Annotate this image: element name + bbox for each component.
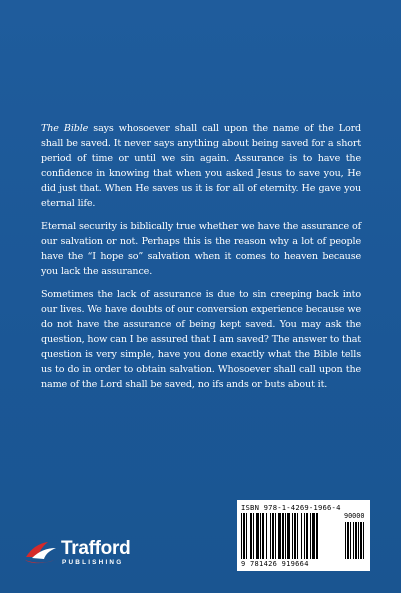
barcode-bar — [294, 513, 296, 559]
barcode-bar — [243, 513, 245, 559]
barcode-addon-bar — [347, 522, 349, 559]
barcode-bar — [253, 513, 254, 559]
isbn-label: ISBN 978-1-4269-1966-4 — [241, 503, 341, 512]
paragraph-3: Sometimes the lack of assurance is due to sin creeping back into our lives. We have doubts of our conversion experience because we do not have the assurance of being kept saved. You may ask the question, how can I be assured that I am saved? The answer to that question is very simple, have you done exactly what the Bible tells us to do in order to obtain salvation. Whosoever shall call upon the name of the Lord shall be saved, no ifs ands or buts about it. — [41, 289, 361, 390]
publisher-subtitle: PUBLISHING — [62, 559, 124, 566]
barcode-bar — [266, 513, 267, 559]
barcode-addon-bar — [345, 522, 346, 559]
barcode-bar — [282, 513, 284, 559]
publisher-name: Trafford — [61, 538, 131, 559]
barcode-bar — [285, 513, 286, 559]
back-cover-blurb — [41, 121, 361, 400]
barcode-bar — [278, 513, 281, 559]
barcode-bar — [301, 513, 302, 559]
barcode-digits: 9 781426 919664 — [241, 560, 309, 568]
barcode-bar — [270, 513, 271, 559]
barcode-bar — [304, 513, 305, 559]
ship-sail-icon — [24, 540, 58, 566]
barcode-bar — [292, 513, 293, 559]
barcode-bar — [287, 513, 290, 559]
barcode-addon-bar — [350, 522, 351, 559]
barcode-bar — [312, 513, 315, 559]
barcode-addon-bar — [363, 522, 364, 559]
barcode-bar — [260, 513, 261, 559]
barcode-bar — [250, 513, 252, 559]
barcode-bar — [241, 513, 242, 559]
isbn-barcode — [237, 500, 370, 571]
publisher-logo — [24, 536, 164, 570]
barcode-bar — [275, 513, 276, 559]
price-code: 90000 — [344, 512, 365, 520]
barcode-addon-bar — [358, 522, 359, 559]
paragraph-1-text: says whosoever shall call upon the name of the Lord shall be saved. It never says anything about being saved for a short period of time or until we sin again. Assurance is to have the confidence in knowing that when you asked Jesus to save you, He did just that. When He saves us it is for all of eternity. He gave you eternal life. — [41, 123, 362, 209]
bible-title: The Bible — [41, 123, 89, 134]
barcode-bar — [246, 513, 247, 559]
barcode-addon-bar — [355, 522, 357, 559]
paragraph-2: Eternal security is biblically true whether we have the assurance of our salvation or not. Perhaps this is the reason why a lot of people have the “I hope so” salvation when it comes to heaven because you lack the assurance. — [41, 221, 361, 277]
barcode-bar — [297, 513, 298, 559]
barcode-bar — [272, 513, 274, 559]
barcode-bar — [316, 513, 318, 559]
barcode-bar — [256, 513, 259, 559]
barcode-bar — [262, 513, 264, 559]
barcode-addon-bar — [353, 522, 354, 559]
barcode-addon-bar — [360, 522, 362, 559]
barcode-bar — [306, 513, 308, 559]
barcode-bar — [310, 513, 311, 559]
paragraph-1 — [41, 121, 361, 211]
